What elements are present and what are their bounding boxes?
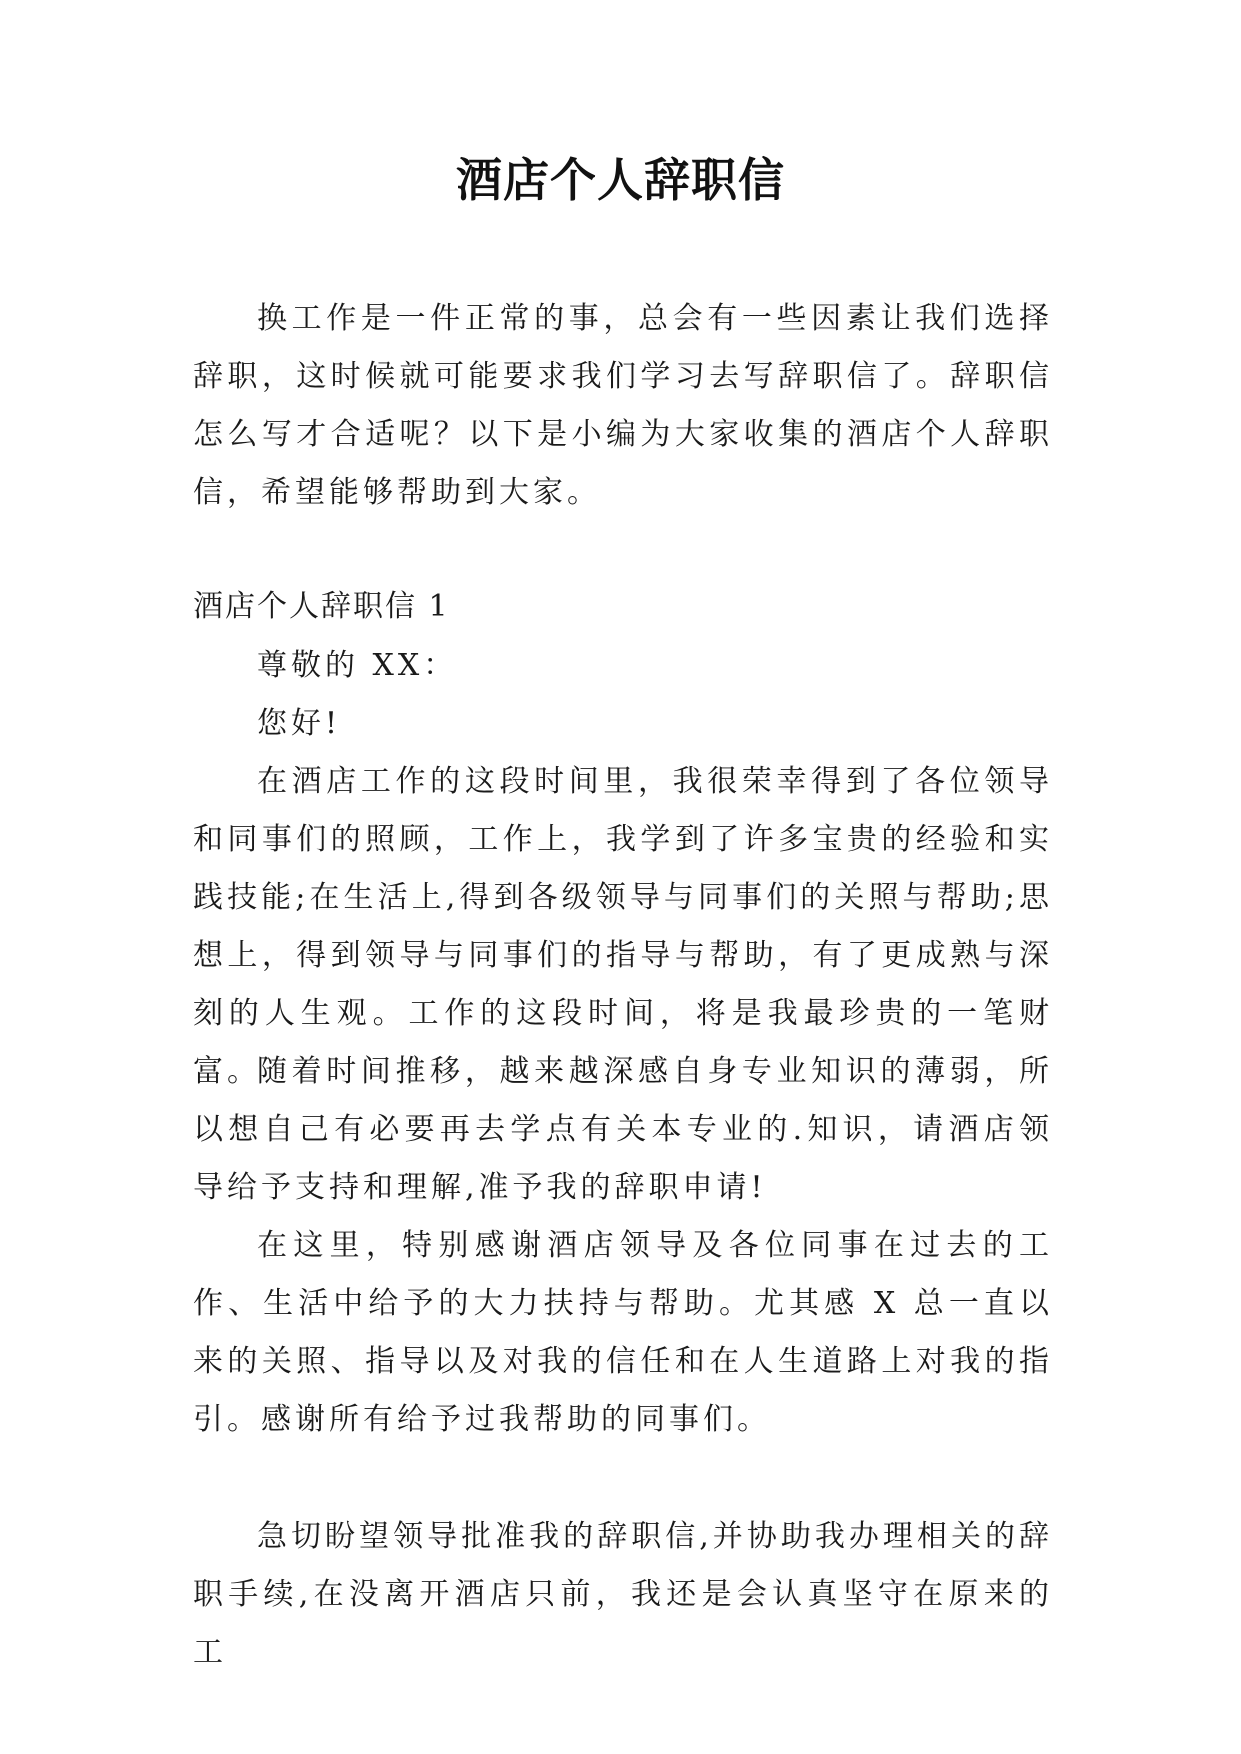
letter-greeting: 您好! <box>257 706 342 741</box>
letter-paragraph: 随着时间推移，越来越深感自身专业知识的薄弱，所以想自己有必要再去学点有关本专业的.知识，请酒店领导给予支持和理解,准予我的辞职申请! <box>193 1054 1053 1205</box>
intro-paragraph: 换工作是一件正常的事，总会有一些因素让我们选择辞职，这时候就可能要求我们学习去写辞职信了。辞职信怎么写才合适呢？以下是小编为大家收集的酒店个人辞职信，希望能够帮助到大家。 <box>193 301 1053 510</box>
section-heading: 酒店个人辞职信 1 <box>193 589 450 624</box>
letter-paragraph: 急切盼望领导批准我的辞职信,并协助我办理相关的辞职手续,在没离开酒店只前，我还是会认真坚守在原来的工 <box>193 1519 1053 1670</box>
document-title: 酒店个人辞职信 <box>456 153 785 207</box>
letter-paragraph: 在酒店工作的这段时间里，我很荣幸得到了各位领导和同事们的照顾，工作上，我学到了许多宝贵的经验和实践技能;在生活上,得到各级领导与同事们的关照与帮助;思想上，得到领导与同事们的指导与帮助，有了更成熟与深刻的人生观。工作的这段时间，将是我最珍贵的一笔财富。 <box>193 764 1053 1089</box>
letter-salutation: 尊敬的 XX： <box>257 648 458 683</box>
letter-paragraph: 在这里，特别感谢酒店领导及各位同事在过去的工作、生活中给予的大力扶持与帮助。尤其感 X 总一直以来的关照、指导以及对我的信任和在人生道路上对我的指引。感谢所有给予过我帮助的同事们。 <box>193 1228 1053 1437</box>
